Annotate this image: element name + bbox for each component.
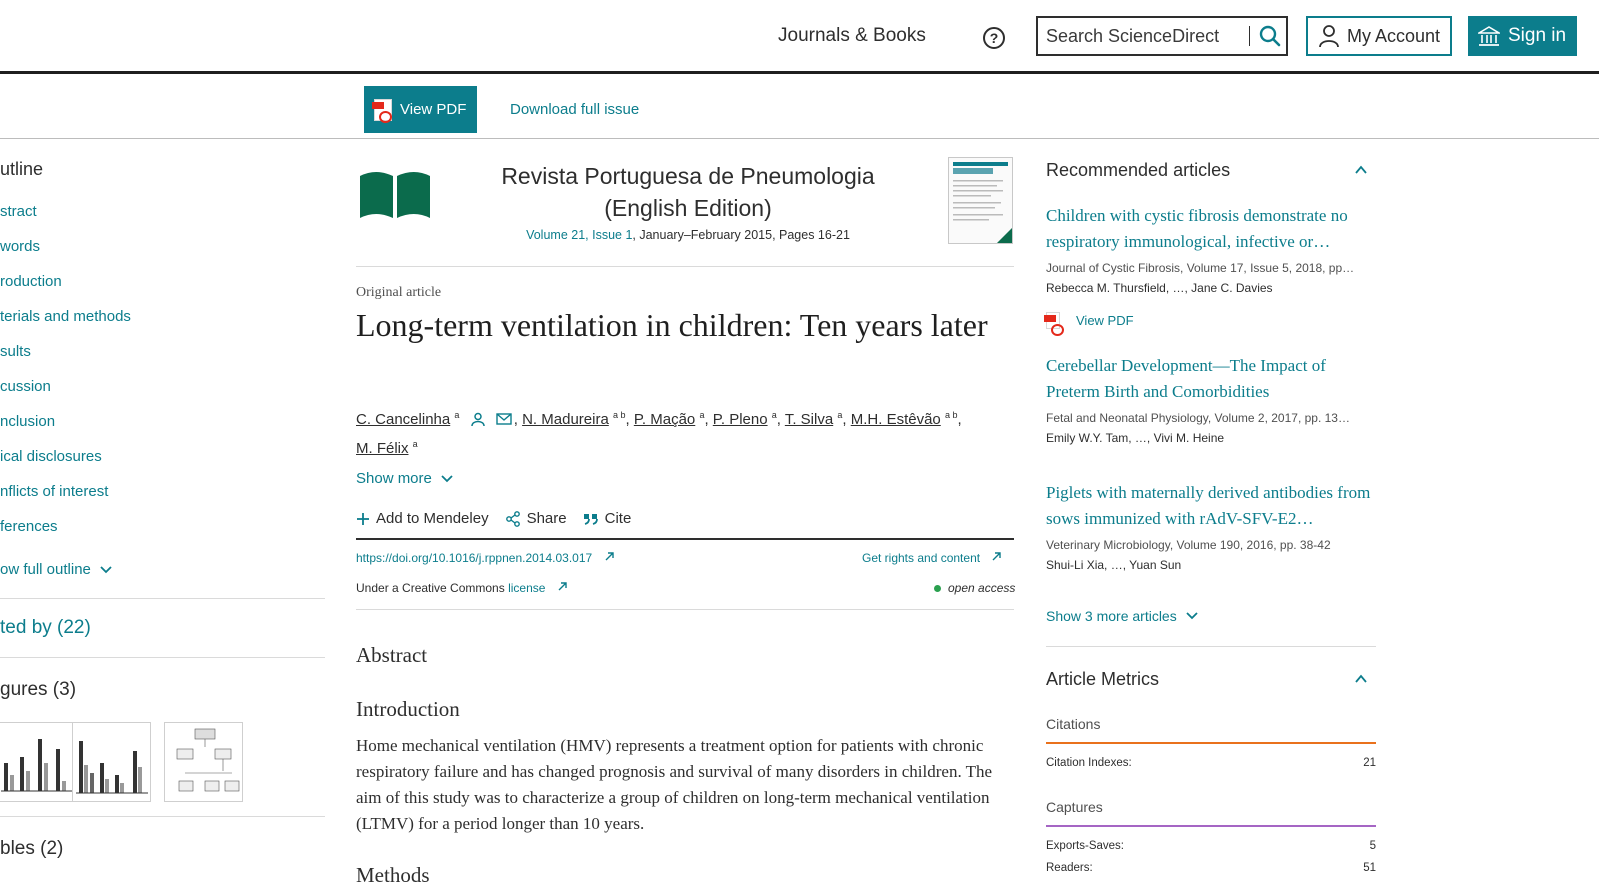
recommended-article-authors: Emily W.Y. Tam, …, Vivi M. Heine (1046, 431, 1225, 445)
outline-item[interactable]: roduction (0, 273, 62, 290)
top-header (0, 0, 1599, 74)
author-affiliation: a (699, 410, 705, 420)
person-icon (1318, 24, 1340, 48)
cited-by-link[interactable]: ted by (22) (0, 617, 91, 638)
divider (1046, 646, 1376, 647)
journal-cover[interactable] (948, 157, 1013, 244)
doi (356, 551, 615, 565)
my-account-label: My Account (1347, 25, 1441, 46)
view-pdf-label: View PDF (400, 101, 467, 118)
divider (0, 598, 325, 599)
recommended-article-title[interactable]: Piglets with maternally derived antibodies from sows immunized with rAdV-SFV-E2… (1046, 483, 1371, 528)
external-link-icon (991, 551, 1002, 562)
outline-item[interactable]: ical disclosures (0, 448, 102, 465)
recommended-article (1046, 480, 1376, 572)
help-icon[interactable]: ? (983, 27, 1005, 49)
article-toolbar (0, 77, 1599, 139)
author-link[interactable]: C. Cancelinha (356, 411, 451, 428)
rights-content-link[interactable]: Get rights and content (862, 551, 981, 565)
readers-label: Readers: (1046, 862, 1093, 874)
divider (0, 657, 325, 658)
outline-item[interactable]: sults (0, 343, 31, 360)
search-separator (1249, 26, 1250, 46)
rights (862, 551, 1002, 565)
introduction-heading: Introduction (356, 697, 460, 721)
outline-title: utline (0, 159, 44, 179)
author-affiliation: a (837, 410, 843, 420)
citation-indexes-row (1046, 757, 1376, 769)
pdf-icon (1046, 312, 1060, 329)
open-access-label: open access (948, 581, 1016, 595)
journal-volume (463, 228, 913, 242)
share-icon (505, 511, 521, 527)
cite-label: Cite (604, 510, 632, 527)
exports-saves-row (1046, 840, 1376, 852)
journal-logo-icon (358, 170, 432, 222)
sign-in-label: Sign in (1508, 25, 1567, 46)
recommended-article-source: Fetal and Neonatal Physiology, Volume 2, 2017, pp. 13… (1046, 411, 1350, 425)
citation-indexes-value: 21 (1363, 757, 1376, 769)
author-affiliation: a b (944, 410, 958, 420)
author-link[interactable]: M.H. Estêvão (850, 411, 941, 428)
divider (356, 609, 1014, 610)
citations-bar (1046, 742, 1376, 744)
figure-thumbnail[interactable] (72, 722, 151, 802)
introduction-text: Home mechanical ventilation (HMV) represents a treatment option for patients with chronic respiratory failure and has changed prognosis and survival of many disorders in children. The aim of this study was to characterize a group of children on long-term mechanical ventilation (LTMV) for a period longer than 10 years. (356, 736, 993, 833)
chevron-down-icon (1185, 611, 1199, 621)
recommended-article (1046, 353, 1376, 445)
external-link-icon (604, 551, 615, 562)
recommended-view-pdf-link[interactable] (1046, 312, 1134, 329)
add-to-mendeley-label: Add to Mendeley (376, 510, 489, 527)
captures-heading: Captures (1046, 799, 1103, 815)
recommended-article (1046, 203, 1376, 295)
outline-item[interactable]: ferences (0, 518, 58, 535)
divider (356, 266, 1014, 267)
chevron-down-icon (99, 565, 113, 575)
figures-title: gures (3) (0, 679, 77, 700)
license-link[interactable]: license (508, 581, 546, 595)
figure-thumbnail-chart (0, 723, 77, 803)
recommended-article-title[interactable]: Children with cystic fibrosis demonstrate no respiratory immunological, infective or… (1046, 206, 1348, 251)
add-to-mendeley-button[interactable] (356, 510, 489, 527)
tables-title: bles (2) (0, 838, 64, 859)
outline-item[interactable]: words (0, 238, 41, 255)
journal-cover-image (949, 158, 1012, 243)
figure-thumbnail[interactable] (164, 722, 243, 802)
show-full-outline-button[interactable] (0, 561, 113, 578)
view-pdf-button[interactable] (364, 86, 477, 133)
journals-books-link[interactable]: Journals & Books (778, 25, 926, 46)
cite-button[interactable] (583, 510, 632, 527)
journal-name[interactable]: Revista Portuguesa de Pneumologia (English Edition) (501, 163, 875, 221)
doi-link[interactable]: https://doi.org/10.1016/j.rppnen.2014.03.017 (356, 551, 593, 565)
show-more-articles-button[interactable] (1046, 608, 1199, 624)
my-account-button[interactable] (1306, 16, 1452, 56)
readers-row (1046, 862, 1376, 874)
author-affiliation: a (771, 410, 777, 420)
outline-item[interactable]: terials and methods (0, 308, 131, 325)
article-title: Long-term ventilation in children: Ten years later (356, 307, 988, 343)
license-info (356, 581, 568, 595)
author-affiliation: a (412, 439, 418, 449)
show-more-articles-label: Show 3 more articles (1046, 608, 1177, 624)
readers-value: 51 (1363, 862, 1376, 874)
article-type: Original article (356, 285, 442, 300)
abstract-heading: Abstract (356, 643, 428, 667)
figure-thumbnail[interactable] (0, 722, 76, 802)
methods-heading: Methods (356, 863, 430, 886)
download-full-issue-link[interactable]: Download full issue (510, 101, 640, 118)
author-link[interactable]: M. Félix (356, 440, 409, 457)
plus-icon (356, 512, 370, 526)
outline-item[interactable]: stract (0, 203, 37, 220)
citations-heading: Citations (1046, 716, 1101, 732)
chevron-down-icon (440, 474, 454, 484)
search-input[interactable] (1046, 24, 1244, 48)
author-link[interactable]: P. Mação (633, 411, 696, 428)
author-affiliation: a b (612, 410, 626, 420)
divider (356, 538, 1014, 540)
outline-list (0, 203, 131, 553)
outline-item[interactable]: nclusion (0, 413, 56, 430)
show-more-button[interactable] (356, 470, 454, 487)
search-icon[interactable] (1256, 22, 1284, 50)
open-access-badge (934, 581, 1015, 595)
figure-thumbnail-chart (73, 723, 152, 803)
chevron-up-icon[interactable] (1354, 163, 1368, 177)
share-button[interactable] (505, 510, 567, 527)
recommended-article-source: Journal of Cystic Fibrosis, Volume 17, Issue 5, 2018, pp… (1046, 261, 1355, 275)
recommended-article-source: Veterinary Microbiology, Volume 190, 2016, pp. 38-42 (1046, 538, 1331, 552)
search-box (1036, 16, 1288, 56)
exports-saves-value: 5 (1369, 840, 1376, 852)
outline-item[interactable]: cussion (0, 378, 51, 395)
person-icon[interactable] (470, 412, 486, 426)
recommended-article-authors: Shui-Li Xia, …, Yuan Sun (1046, 558, 1182, 572)
open-access-dot-icon (934, 585, 941, 592)
show-more-label: Show more (356, 470, 432, 487)
recommended-articles-title: Recommended articles (1046, 160, 1231, 180)
author-link[interactable]: P. Pleno (712, 411, 768, 428)
sign-in-button[interactable] (1468, 16, 1577, 56)
recommended-article-authors: Rebecca M. Thursfield, …, Jane C. Davies (1046, 281, 1273, 295)
recommended-article-title[interactable]: Cerebellar Development—The Impact of Preterm Birth and Comorbidities (1046, 356, 1326, 401)
citation-indexes-label: Citation Indexes: (1046, 757, 1132, 769)
share-label: Share (526, 510, 567, 527)
volume-details: , January–February 2015, Pages 16-21 (632, 228, 850, 242)
author-affiliation: a (454, 410, 460, 420)
chevron-up-icon[interactable] (1354, 672, 1368, 686)
article-actions (356, 510, 631, 527)
captures-bar (1046, 825, 1376, 827)
pdf-icon (374, 99, 392, 121)
institution-icon (1478, 25, 1500, 47)
figure-thumbnail-diagram (165, 723, 244, 803)
author-list: C. Cancelinha $^a$ , N. Madureira $^{a b}$, P. Mação $^a$, P. Pleno $^a$, T. Silva $^a$, M.H. Estêvão $^{a b}$, M. Félix $^a$ (356, 410, 962, 457)
exports-saves-label: Exports-Saves: (1046, 840, 1124, 852)
external-link-icon (557, 581, 568, 592)
divider (0, 816, 325, 817)
quote-icon (583, 513, 599, 525)
volume-issue-link[interactable]: Volume 21, Issue 1 (526, 228, 633, 242)
show-full-outline-label: ow full outline (0, 561, 91, 578)
outline-item[interactable]: nflicts of interest (0, 483, 109, 500)
author-link[interactable]: T. Silva (784, 411, 834, 428)
email-icon[interactable] (496, 413, 514, 425)
author-link[interactable]: N. Madureira (522, 411, 609, 428)
view-pdf-label: View PDF (1076, 313, 1134, 328)
license-prefix: Under a Creative Commons (356, 581, 509, 595)
article-metrics-title: Article Metrics (1046, 669, 1160, 689)
